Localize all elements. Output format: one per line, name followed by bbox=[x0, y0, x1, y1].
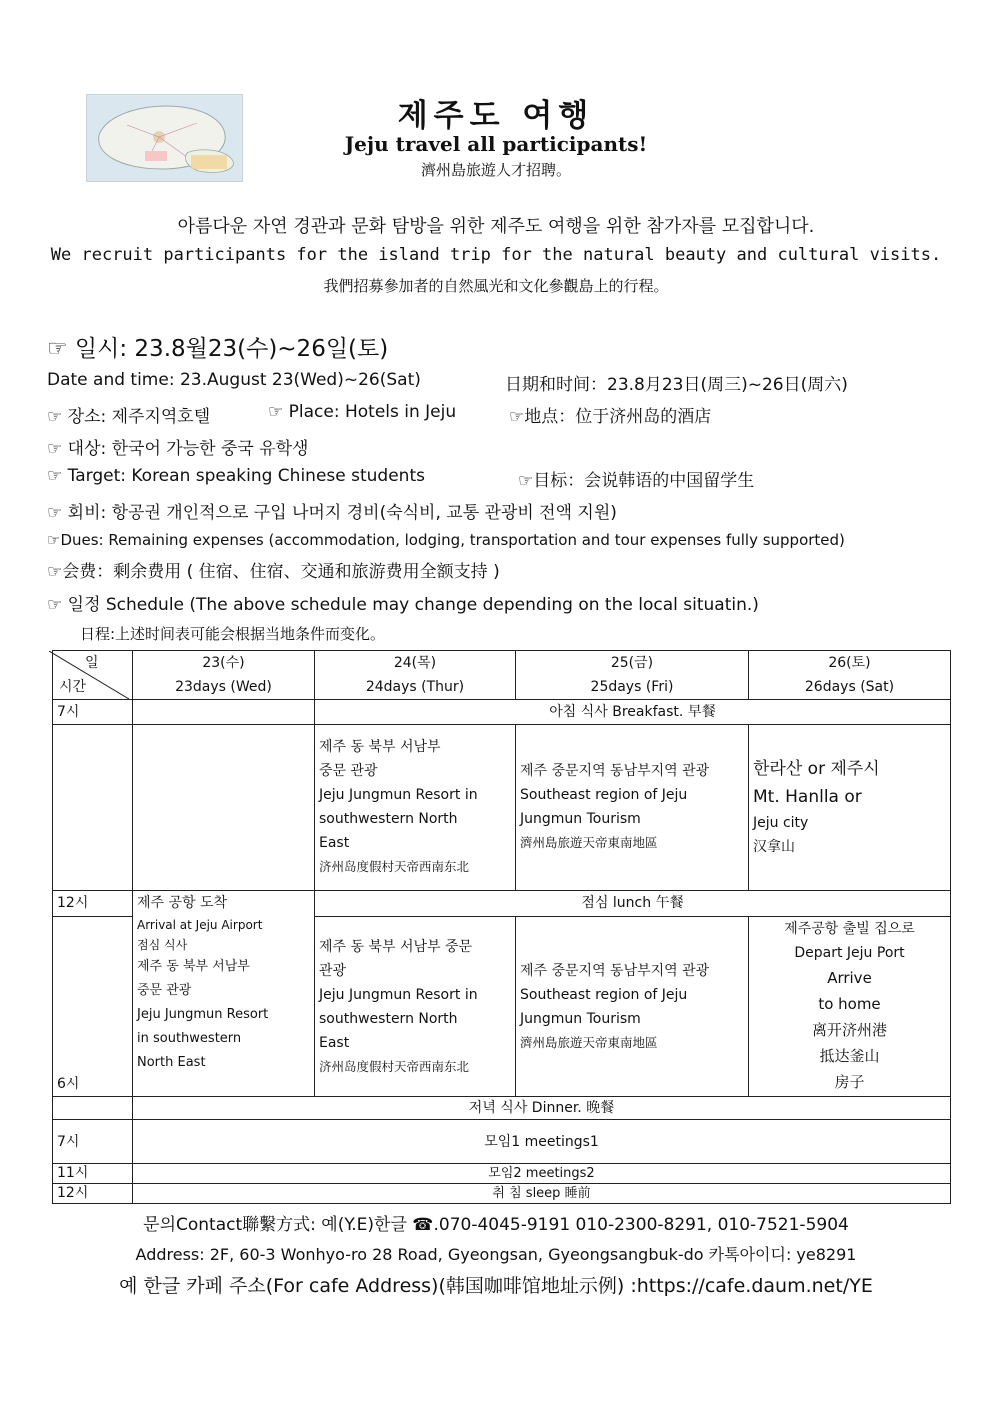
cafe-address-link[interactable]: 예 한글 카페 주소(For cafe Address)(韩国咖啡馆地址示例) :https://cafe.daum.net/YE bbox=[119, 1275, 873, 1297]
target-korean: ☞ 대상: 한국어 가능한 중국 유학생 bbox=[47, 439, 309, 459]
contact-line: 문의Contact聯繫方式: 예(Y.E)한글 ☎.070-4045-9191 010-2300-8291, 010-7521-5904 bbox=[143, 1215, 849, 1235]
table-row bbox=[53, 1120, 951, 1164]
fee-chinese: ☞会费：剩余费用 ( 住宿、住宿、交通和旅游费用全额支持 ) bbox=[47, 562, 500, 582]
afternoon-25-cell: 제주 중문지역 동남부지역 관광 Southeast region of Jeju Jungmun Tourism 濟州島旅遊天帝東南地區 bbox=[516, 917, 749, 1097]
datetime-english: Date and time: 23.August 23(Wed)~26(Sat) bbox=[47, 370, 421, 390]
place-english: ☞ Place: Hotels in Jeju bbox=[268, 402, 457, 422]
target-chinese: ☞目标：会说韩语的中国留学生 bbox=[518, 471, 755, 491]
morning-26-cell: 한라산 or 제주시 Mt. Hanlla or Jeju city 汉拿山 bbox=[749, 725, 951, 891]
place-chinese: ☞地点：位于济州岛的酒店 bbox=[509, 407, 712, 427]
afternoon-26-cell: 제주공항 출빌 집으로 Depart Jeju Port Arrive to home 离开济州港 抵达釜山 房子 bbox=[749, 917, 951, 1097]
table-row bbox=[53, 1184, 951, 1204]
datetime-chinese: 日期和时间：23.8月23日(周三)~26日(周六) bbox=[505, 375, 848, 395]
page-subtitle: Jeju travel all participants! bbox=[344, 132, 648, 156]
time-cell: 7시 bbox=[53, 1120, 133, 1164]
address-line: Address: 2F, 60-3 Wonhyo-ro 28 Road, Gyeongsan, Gyeongsangbuk-do 카톡아이디: ye8291 bbox=[135, 1245, 857, 1264]
meeting2-cell: 모임2 meetings2 bbox=[133, 1164, 951, 1184]
table-row bbox=[53, 1097, 951, 1120]
table-row bbox=[53, 1164, 951, 1184]
page-title: 제주도 여행 bbox=[397, 98, 595, 134]
lunch-cell: 점심 lunch 午餐 bbox=[315, 891, 951, 917]
afternoon-24-cell: 제주 동 북부 서남부 중문 관광 Jeju Jungmun Resort in southwestern North East 济州岛度假村天帝西南东北 bbox=[315, 917, 516, 1097]
day-header: 25(금) 25days (Fri) bbox=[516, 651, 749, 700]
day-header: 23(수) 23days (Wed) bbox=[133, 651, 315, 700]
corner-time-label: 시간 bbox=[59, 679, 87, 695]
sleep-cell: 취 침 sleep 睡前 bbox=[133, 1184, 951, 1204]
table-header-row bbox=[53, 651, 951, 700]
time-cell: 6시 bbox=[53, 917, 133, 1097]
day-header: 24(목) 24days (Thur) bbox=[315, 651, 516, 700]
intro-chinese: 我們招募參加者的自然風光和文化參觀島上的行程。 bbox=[323, 277, 669, 295]
intro-english: We recruit participants for the island trip for the natural beauty and cultural visits. bbox=[50, 245, 942, 265]
time-cell: 11시 bbox=[53, 1164, 133, 1184]
target-english: ☞ Target: Korean speaking Chinese students bbox=[47, 466, 425, 486]
breakfast-cell: 아침 식사 Breakfast. 早餐 bbox=[315, 700, 951, 725]
fee-korean: ☞ 회비: 항공권 개인적으로 구입 나머지 경비(숙식비, 교통 관광비 전액 지원) bbox=[47, 503, 617, 523]
place-korean: ☞ 장소: 제주지역호텔 bbox=[47, 407, 211, 427]
corner-cell bbox=[53, 651, 133, 700]
schedule-note-chinese: 日程:上述时间表可能会根据当地条件而变化。 bbox=[80, 625, 386, 643]
time-cell: 7시 bbox=[53, 700, 133, 725]
table-row bbox=[53, 725, 951, 891]
corner-day-label: 일 bbox=[85, 655, 99, 671]
meeting1-cell: 모임1 meetings1 bbox=[133, 1120, 951, 1164]
schedule-heading: ☞ 일정 Schedule (The above schedule may change depending on the local situatin.) bbox=[47, 595, 759, 615]
time-cell: 12시 bbox=[53, 891, 133, 917]
day-header: 26(토) 26days (Sat) bbox=[749, 651, 951, 700]
table-row bbox=[53, 700, 951, 725]
intro-korean: 아름다운 자연 경관과 문화 탐방을 위한 제주도 여행을 위한 참가자를 모집합니다. bbox=[177, 216, 815, 237]
page-subtitle-chinese: 濟州島旅遊人才招聘。 bbox=[420, 161, 571, 179]
datetime-korean: ☞ 일시: 23.8월23(수)~26일(토) bbox=[47, 336, 389, 362]
schedule-table bbox=[52, 650, 951, 1204]
table-row bbox=[53, 891, 951, 917]
morning-24-cell: 제주 동 북부 서남부 중문 관광 Jeju Jungmun Resort in southwestern North East 济州岛度假村天帝西南东北 bbox=[315, 725, 516, 891]
dues-english: ☞Dues: Remaining expenses (accommodation, lodging, transportation and tour expenses fully supported) bbox=[47, 531, 845, 549]
time-cell: 12시 bbox=[53, 1184, 133, 1204]
afternoon-23-cell: 제주 공항 도착 Arrival at Jeju Airport 점심 식사 제주 동 북부 서남부 중문 관광 Jeju Jungmun Resort in southwestern North East bbox=[133, 891, 315, 1097]
dinner-cell: 저녁 식사 Dinner. 晚餐 bbox=[133, 1097, 951, 1120]
morning-25-cell: 제주 중문지역 동남부지역 관광 Southeast region of Jeju Jungmun Tourism 濟州島旅遊天帝東南地區 bbox=[516, 725, 749, 891]
